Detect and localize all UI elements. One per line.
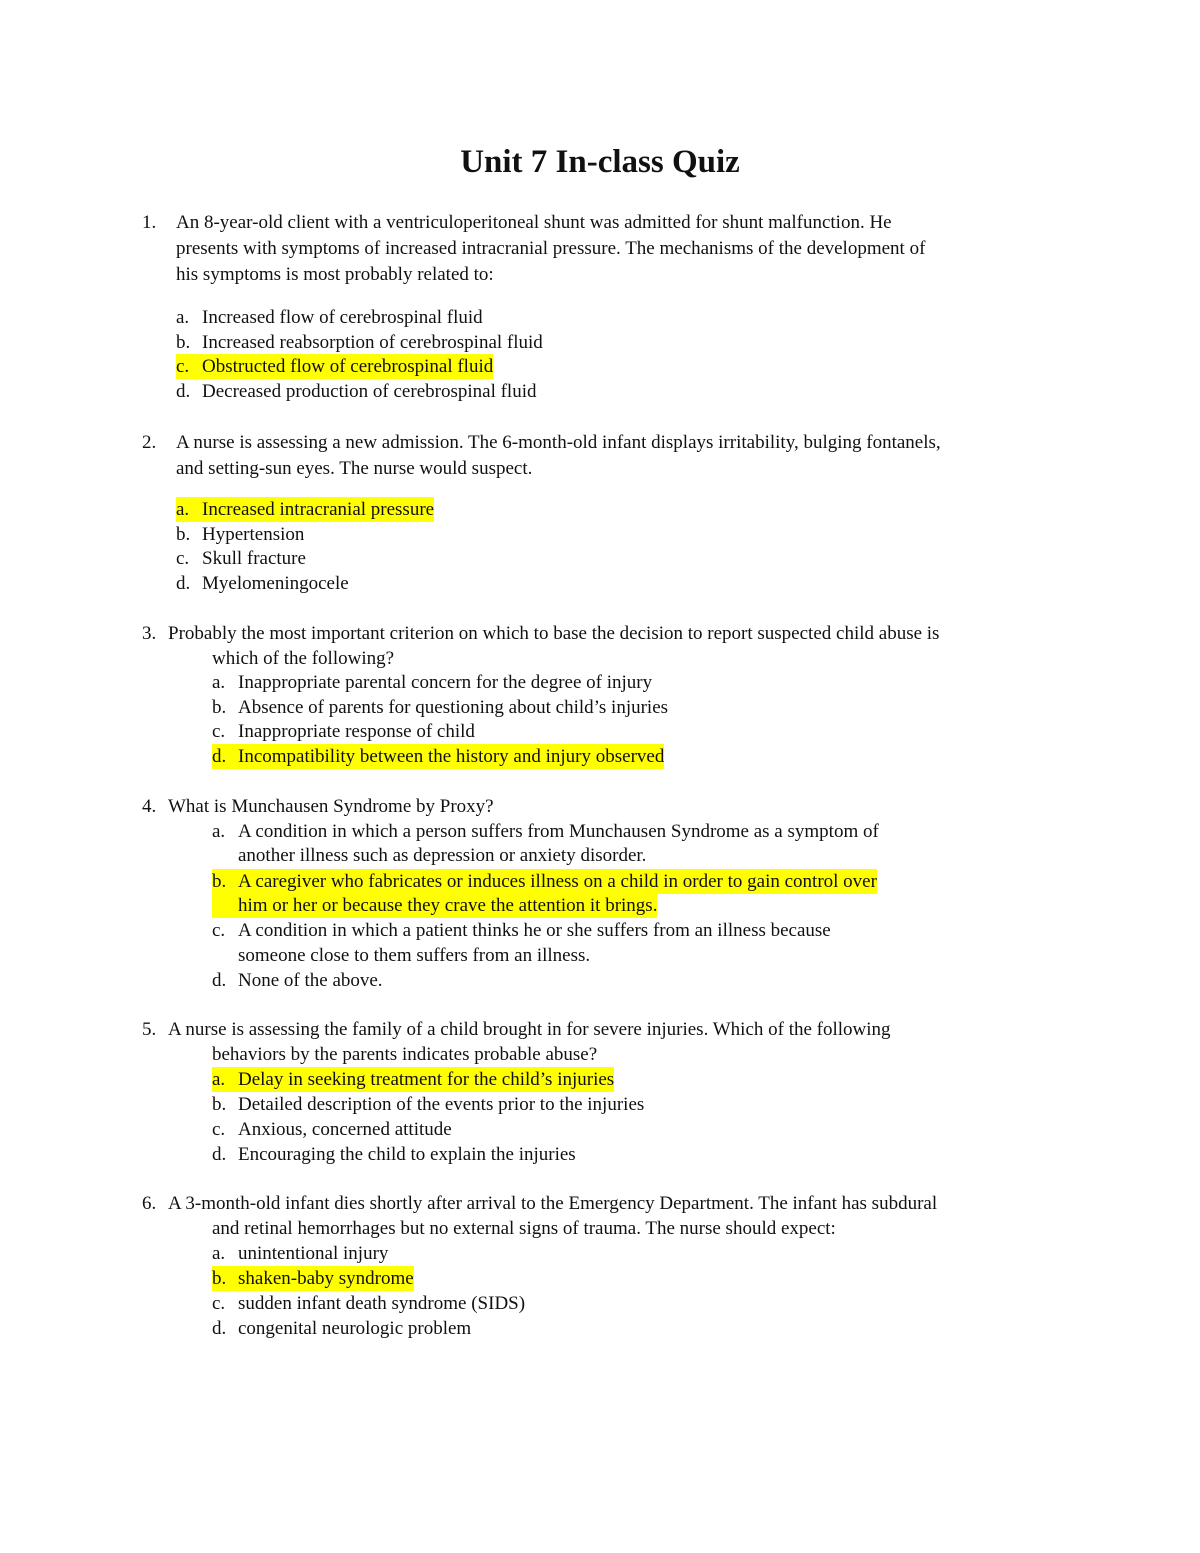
option-letter: a. xyxy=(212,1069,226,1090)
option-d xyxy=(176,571,349,596)
option-text: None of the above. xyxy=(238,970,383,991)
option-letter: b. xyxy=(176,332,191,353)
option-b xyxy=(212,1092,644,1117)
option-letter: d. xyxy=(176,381,191,402)
option-b-correct-answer xyxy=(212,1266,414,1291)
option-letter: d. xyxy=(212,746,227,767)
option-text: A condition in which a patient thinks he or she suffers from an illness because xyxy=(238,920,831,941)
option-text: A caregiver who fabricates or induces illness on a child in order to gain control over xyxy=(238,871,877,892)
question-number: 6. xyxy=(142,1193,157,1214)
option-letter: a. xyxy=(176,307,190,328)
option-a xyxy=(212,1241,388,1266)
option-letter: c. xyxy=(212,1119,226,1140)
option-text: Obstructed flow of cerebrospinal fluid xyxy=(202,356,494,377)
option-text: Myelomeningocele xyxy=(202,573,349,594)
option-d xyxy=(212,1316,471,1341)
question-text-line: presents with symptoms of increased intracranial pressure. The mechanisms of the development of xyxy=(176,238,926,259)
option-c xyxy=(176,546,306,571)
option-text: Increased flow of cerebrospinal fluid xyxy=(202,307,483,328)
option-text-continuation: someone close to them suffers from an illness. xyxy=(238,945,591,966)
question-text-line: Probably the most important criterion on which to base the decision to report suspected child abuse is xyxy=(168,623,940,644)
option-text: Delay in seeking treatment for the child’s injuries xyxy=(238,1069,615,1090)
option-letter: c. xyxy=(176,548,190,569)
question-text-line: behaviors by the parents indicates probable abuse? xyxy=(212,1044,598,1065)
option-a xyxy=(176,305,483,330)
option-letter: b. xyxy=(212,697,227,718)
option-text: A condition in which a person suffers from Munchausen Syndrome as a symptom of xyxy=(238,821,879,842)
option-c xyxy=(212,719,475,744)
option-letter: c. xyxy=(212,721,226,742)
option-letter: b. xyxy=(212,871,227,892)
option-text: Hypertension xyxy=(202,524,305,545)
option-letter: d. xyxy=(212,1318,227,1339)
option-letter: a. xyxy=(212,672,226,693)
question-text-line: A nurse is assessing a new admission. The 6-month-old infant displays irritability, bulging fontanels, xyxy=(176,432,941,453)
question-text-line: An 8-year-old client with a ventriculoperitoneal shunt was admitted for shunt malfunction. He xyxy=(176,212,892,233)
option-letter: c. xyxy=(212,1293,226,1314)
option-text: Inappropriate response of child xyxy=(238,721,475,742)
question-text-line: A nurse is assessing the family of a child brought in for severe injuries. Which of the following xyxy=(168,1019,891,1040)
option-letter: c. xyxy=(176,356,190,377)
option-letter: d. xyxy=(176,573,191,594)
question-number: 1. xyxy=(142,212,157,233)
question-text-line: What is Munchausen Syndrome by Proxy? xyxy=(168,796,494,817)
question-text-line: and setting-sun eyes. The nurse would suspect. xyxy=(176,458,533,479)
option-c xyxy=(212,1291,525,1316)
option-text: Increased intracranial pressure xyxy=(202,499,435,520)
question-number: 4. xyxy=(142,796,157,817)
question-text-line: A 3-month-old infant dies shortly after arrival to the Emergency Department. The infant has subdural xyxy=(168,1193,938,1214)
option-c xyxy=(212,1117,452,1142)
question-number: 3. xyxy=(142,623,157,644)
option-letter: d. xyxy=(212,1144,227,1165)
option-letter: a. xyxy=(176,499,190,520)
option-c-correct-answer xyxy=(176,354,493,379)
option-text: Inappropriate parental concern for the degree of injury xyxy=(238,672,653,693)
option-letter: d. xyxy=(212,970,227,991)
option-text: Absence of parents for questioning about child’s injuries xyxy=(238,697,669,718)
option-c xyxy=(212,918,831,943)
option-a-correct-answer xyxy=(176,497,434,522)
question-number: 2. xyxy=(142,432,157,453)
option-a-correct-answer xyxy=(212,1067,614,1092)
option-text: Detailed description of the events prior to the injuries xyxy=(238,1094,645,1115)
option-text: shaken-baby syndrome xyxy=(238,1268,414,1289)
option-text: Skull fracture xyxy=(202,548,306,569)
option-text: Decreased production of cerebrospinal fluid xyxy=(202,381,537,402)
option-d-correct-answer xyxy=(212,744,664,769)
option-a xyxy=(212,670,652,695)
page-title: Unit 7 In-class Quiz xyxy=(460,144,740,180)
option-letter: b. xyxy=(212,1268,227,1289)
option-b xyxy=(176,330,543,355)
option-text: Increased reabsorption of cerebrospinal fluid xyxy=(202,332,543,353)
question-number: 5. xyxy=(142,1019,157,1040)
option-d xyxy=(176,379,536,404)
option-text: Incompatibility between the history and injury observed xyxy=(238,746,665,767)
question-text-line: which of the following? xyxy=(212,648,395,669)
question-text-line: and retinal hemorrhages but no external signs of trauma. The nurse should expect: xyxy=(212,1218,836,1239)
option-letter: a. xyxy=(212,821,226,842)
option-letter: c. xyxy=(212,920,226,941)
option-text: unintentional injury xyxy=(238,1243,389,1264)
question-text-line: his symptoms is most probably related to: xyxy=(176,264,494,285)
option-letter: b. xyxy=(176,524,191,545)
option-text: sudden infant death syndrome (SIDS) xyxy=(238,1293,526,1314)
option-d xyxy=(212,1142,576,1167)
option-text: Anxious, concerned attitude xyxy=(238,1119,452,1140)
option-b xyxy=(176,522,304,547)
option-d xyxy=(212,968,383,993)
option-text-continuation: another illness such as depression or anxiety disorder. xyxy=(238,845,647,866)
option-letter: a. xyxy=(212,1243,226,1264)
option-b-correct-answer xyxy=(212,869,877,894)
option-a xyxy=(212,819,879,844)
option-text: congenital neurologic problem xyxy=(238,1318,472,1339)
option-text: Encouraging the child to explain the injuries xyxy=(238,1144,576,1165)
option-b xyxy=(212,695,668,720)
option-letter: b. xyxy=(212,1094,227,1115)
option-text-continuation-correct-answer: him or her or because they crave the attention it brings. xyxy=(212,893,657,918)
